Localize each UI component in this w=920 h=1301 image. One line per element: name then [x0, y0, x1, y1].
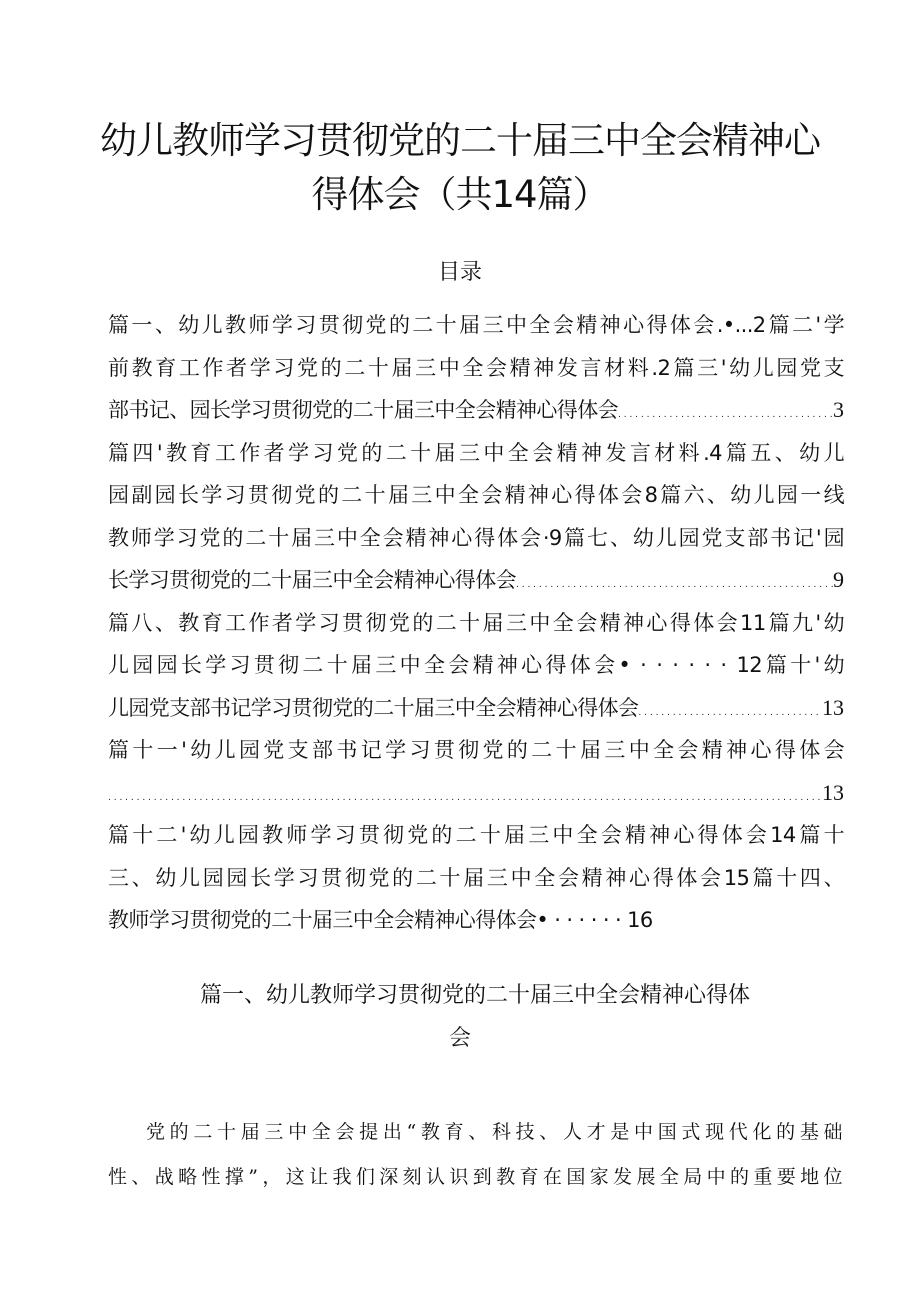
body-paragraph	[108, 1110, 844, 1200]
toc-line-text: 篇一、幼儿教师学习贯彻党的二十届三中全会精神心得体会.•...2篇二'学	[108, 313, 844, 337]
toc-line-text: 园副园长学习贯彻党的二十届三中全会精神心得体会8篇六、幼儿园一线	[108, 483, 844, 507]
toc-line[interactable]	[108, 559, 844, 602]
body-line: 性、战略性撑”，这让我们深刻认识到教育在国家发展全局中的重要地位	[108, 1166, 844, 1188]
toc-line-text: 篇八、教育工作者学习贯彻党的二十届三中全会精神心得体会11篇九'幼	[108, 610, 844, 635]
toc-line-text: 篇十一'幼儿园党支部书记学习贯彻党的二十届三中全会精神心得体会	[108, 738, 844, 762]
toc-line[interactable]	[108, 602, 844, 645]
toc-line-text: 篇十二'幼儿园教师学习贯彻党的二十届三中全会精神心得体会14篇十	[108, 823, 844, 847]
toc-line-text: 长学习贯彻党的二十届三中全会精神心得体会	[108, 568, 516, 592]
toc-leader-dots	[638, 687, 822, 730]
toc-line-text: 前教育工作者学习党的二十届三中全会精神发言材料.2篇三'幼儿园党支	[108, 355, 844, 380]
toc-line[interactable]	[108, 389, 844, 432]
toc-leader-dots	[618, 389, 833, 432]
toc-line[interactable]	[108, 347, 844, 390]
toc-line[interactable]	[108, 474, 844, 517]
toc-line[interactable]	[108, 857, 844, 900]
toc-line[interactable]	[108, 687, 844, 730]
toc-leader-dots	[108, 772, 822, 815]
toc-line-text: 儿园园长学习贯彻二十届三中全会精神心得体会• · · · · · · 12篇十'幼	[108, 653, 844, 677]
toc-line[interactable]	[108, 899, 844, 942]
section-heading-line-1: 篇一、幼儿教师学习贯彻党的二十届三中全会精神心得体	[199, 983, 750, 1008]
toc-line-text: 部书记、园长学习贯彻党的二十届三中全会精神心得体会	[108, 398, 618, 422]
toc-line[interactable]	[108, 729, 844, 772]
toc-line-text: 篇四'教育工作者学习党的二十届三中全会精神发言材料.4篇五、幼儿	[108, 440, 844, 465]
toc-line[interactable]	[108, 432, 844, 475]
toc-line[interactable]	[108, 772, 844, 815]
toc-line-text: 教师学习党的二十届三中全会精神心得体会·9篇七、幼儿园党支部书记'园	[108, 525, 844, 550]
toc-leader-dots	[516, 559, 833, 602]
document-title-line-2: 得体会（共14篇）	[311, 173, 609, 216]
toc-line[interactable]	[108, 814, 844, 857]
toc-line[interactable]	[108, 644, 844, 687]
toc-line-text: 儿园党支部书记学习贯彻党的二十届三中全会精神心得体会	[108, 695, 639, 720]
table-of-contents	[108, 304, 844, 942]
toc-line-text: 教师学习贯彻党的二十届三中全会精神心得体会• · · · · · · 16	[108, 908, 653, 932]
toc-heading: 目录	[437, 260, 482, 285]
toc-page-number: 9	[833, 567, 844, 592]
toc-page-number: 13	[822, 779, 844, 805]
toc-line[interactable]	[108, 304, 844, 347]
toc-line-text: 三、幼儿园园长学习贯彻党的二十届三中全会精神心得体会15篇十四、	[108, 865, 844, 890]
section-heading-line-2: 会	[448, 1026, 471, 1051]
toc-page-number: 13	[822, 694, 844, 720]
document-title-line-1: 幼儿教师学习贯彻党的二十届三中全会精神心	[100, 119, 820, 162]
body-line: 党的二十届三中全会提出“教育、科技、人才是中国式现代化的基础	[146, 1121, 844, 1143]
toc-line[interactable]	[108, 517, 844, 560]
toc-page-number: 3	[833, 397, 844, 422]
